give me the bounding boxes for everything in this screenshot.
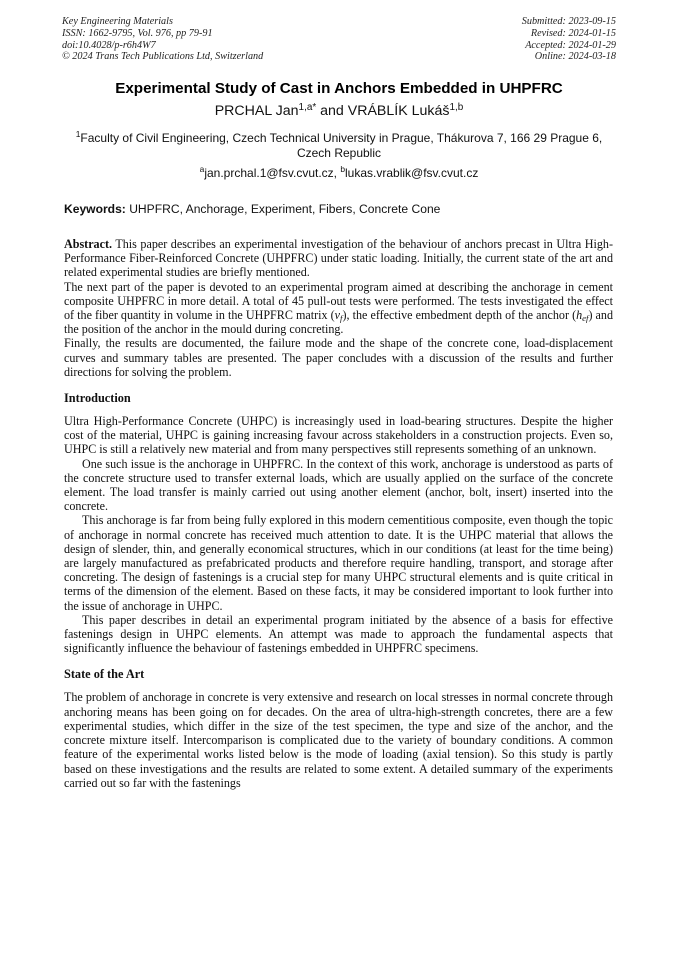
journal-issn: ISSN: 1662-9795, Vol. 976, pp 79-91 <box>62 27 213 39</box>
affiliation-mark: 1 <box>75 129 81 139</box>
body-paragraph: This paper describes in detail an experimental program initiated by the absence of a basis for effective fastenings design in UHPC elements. An attempt was made to approach the fundamental aspects that significantly influence the behaviour of fastenings embedded in UHPFRC specimens. <box>64 612 613 656</box>
author-emails <box>40 166 638 181</box>
body-paragraph: Ultra High-Performance Concrete (UHPC) is increasingly used in load-bearing structures. Despite the higher cost of the material, UHPC is gaining increasing favour across stakeholders in a construction projects. Even so, UHPC is still a relatively new material and from many perspectives still represents something of an unknown. <box>64 414 613 457</box>
body-paragraph: The problem of anchorage in concrete is very extensive and research on local stresses in normal concrete through anchoring means has been going on for decades. On the area of ultra-high-strength concretes, there are a few experimental studies, which differ in the size of the test specimen, the type and size of the anchor, and the concrete mixture itself. Intercomparison is complicated due to the variety of boundary conditions. A common feature of the experimental works listed below is the mode of loading (axial tension). So this study is partly based on these investigations and the results are related to some extent. A detailed summary of the experiments carried out so far with the fastenings <box>64 690 613 790</box>
author-name: PRCHAL Jan <box>214 103 299 119</box>
abstract-paragraph: Finally, the results are documented, the failure mode and the shape of the concrete cone, load-displacement curves and summary tables are presented. The paper concludes with a discussion of the results and further directions for solving the problem. <box>64 336 613 379</box>
body-paragraph: This anchorage is far from being fully explored in this modern cementitious composite, even though the topic of anchorage in normal concrete has received much attention to date. It is the UHPC material that allows the design of slender, thin, and generally economical structures, which in our conditions (at least for the time being) are largely manufactured as prefabricated products and therefore require handling, transport, and storage after concreting. The design of fastenings is a crucial step for many UHPC structural elements and is quite critical in terms of the dimension of the element. Based on these facts, it may be considered important to look further into the issue of anchorage in UHPC. <box>64 513 613 613</box>
date-revised: Revised: 2024-01-15 <box>530 27 616 39</box>
author-joiner: and <box>316 103 348 119</box>
date-submitted: Submitted: 2023-09-15 <box>521 16 616 27</box>
journal-name: Key Engineering Materials <box>62 16 173 27</box>
symbol: h <box>576 308 583 323</box>
affiliation <box>70 131 608 161</box>
author-name: VRÁBLÍK Lukáš <box>347 103 450 119</box>
keywords-label: Keywords: <box>64 202 126 216</box>
paper-body <box>64 237 613 790</box>
abstract-label: Abstract. <box>64 237 113 251</box>
keywords-text: UHPFRC, Anchorage, Experiment, Fibers, Concrete Cone <box>125 202 441 216</box>
author-list <box>40 102 638 120</box>
subscript: ef <box>582 313 589 324</box>
journal-header <box>62 16 616 68</box>
abstract-paragraph: Abstract. This paper describes an experimental investigation of the behaviour of anchors precast in Ultra High-Performance Fiber-Reinforced Concrete (UHPFRC) under static loading. Initially, the current state of the art and related experimental studies are briefly mentioned. <box>64 237 613 280</box>
email-link[interactable]: lukas.vrablik@fsv.cvut.cz <box>345 166 479 180</box>
author-affiliation-mark: 1,a* <box>298 102 317 113</box>
email-mark: a <box>199 164 205 174</box>
keywords <box>64 202 614 217</box>
date-accepted: Accepted: 2024-01-29 <box>525 39 616 51</box>
publication-dates <box>522 16 616 63</box>
abstract-paragraph: The next part of the paper is devoted to an experimental program aimed at describing the anchorage in cement composite UHPFRC in more detail. A total of 45 pull-out tests were performed. The tests investigated the effect of the fiber quantity in volume in the UHPFRC matrix $(v_f)$, the effective embedment depth of the anchor $(h_{ef})$ and the position of the anchor in the mould during concreting. <box>64 279 614 337</box>
author-affiliation-mark: 1,b <box>449 102 464 113</box>
date-online: Online: 2024-03-18 <box>534 51 616 63</box>
subscript: f <box>340 313 343 324</box>
section-heading-state-of-the-art: State of the Art <box>64 667 145 682</box>
journal-copyright: © 2024 Trans Tech Publications Ltd, Switzerland <box>62 51 264 63</box>
section-heading-introduction: Introduction <box>64 391 131 406</box>
paper-title: Experimental Study of Cast in Anchors Embedded in UHPFRC <box>115 80 563 97</box>
email-mark: b <box>340 164 346 174</box>
body-paragraph: One such issue is the anchorage in UHPFRC. In the context of this work, anchorage is understood as parts of the concrete structure used to transfer external loads, which are usually applied on the surface of the concrete element. The load transfer is mainly carried out using another element (anchor, bolt, insert) inserted into the concrete. <box>64 456 613 514</box>
email-link[interactable]: jan.prchal.1@fsv.cvut.cz, <box>204 166 341 180</box>
symbol: v <box>334 308 341 323</box>
journal-doi[interactable]: doi:10.4028/p-r6h4W7 <box>62 39 156 51</box>
affiliation-text: Faculty of Civil Engineering, Czech Technical University in Prague, Thákurova 7, 166 29 Prague 6, Czech Republic <box>80 131 603 160</box>
journal-info <box>62 16 263 63</box>
